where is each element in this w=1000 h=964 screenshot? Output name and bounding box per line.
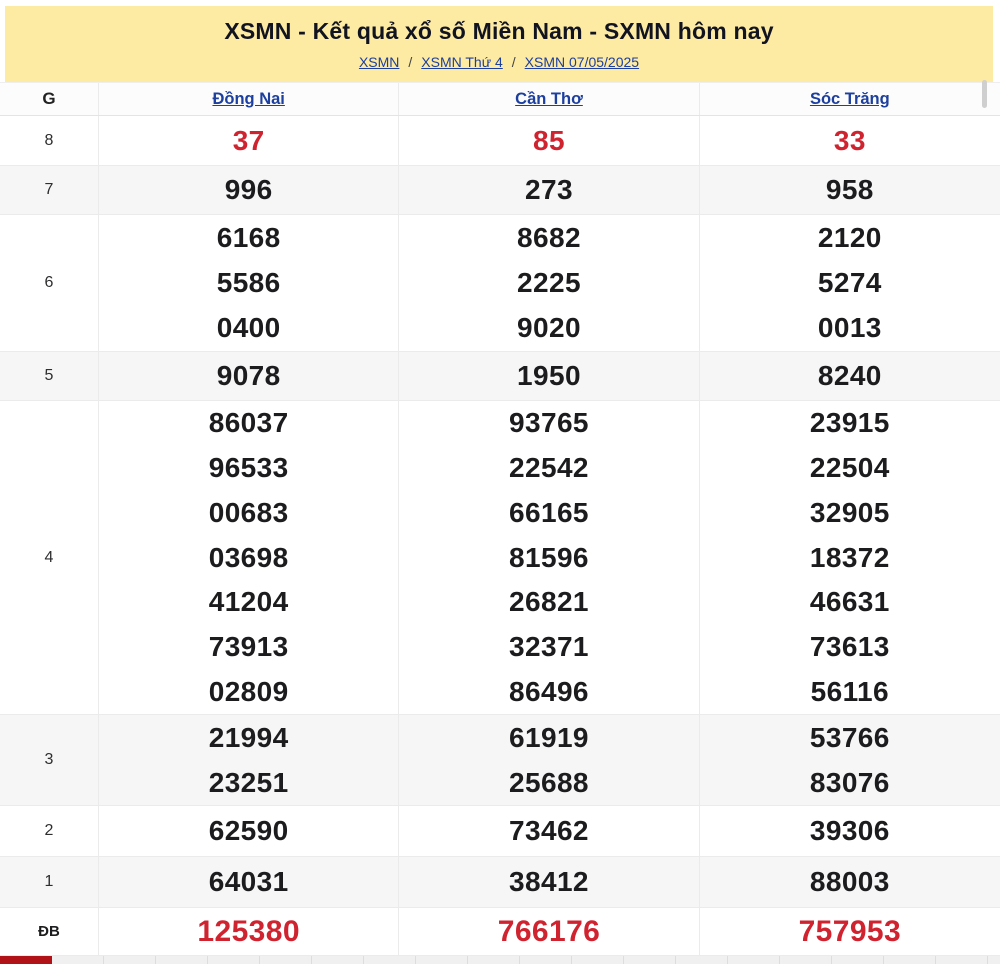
result-number: 6168 xyxy=(216,221,281,253)
result-number: 38412 xyxy=(509,866,589,897)
lottery-results-table xyxy=(0,82,1000,956)
prize-label: 3 xyxy=(0,715,99,805)
result-number: 273 xyxy=(525,174,573,205)
result-number: 00683 xyxy=(208,496,289,528)
result-number: 41204 xyxy=(208,586,289,618)
result-cell xyxy=(99,908,399,955)
prize-row-7 xyxy=(0,166,1000,215)
result-number: 5274 xyxy=(817,266,882,298)
prize-label: 1 xyxy=(0,857,99,907)
result-cell xyxy=(700,116,1000,165)
result-number: 86496 xyxy=(509,675,589,707)
result-number: 5586 xyxy=(216,266,281,298)
prize-row-6 xyxy=(0,215,1000,352)
breadcrumb-separator: / xyxy=(511,54,516,70)
prize-row-4 xyxy=(0,401,1000,715)
result-number: 64031 xyxy=(208,866,289,897)
result-number: 22504 xyxy=(809,452,890,484)
prize-row-5 xyxy=(0,352,1000,401)
breadcrumb xyxy=(5,54,993,70)
result-number: 83076 xyxy=(809,766,890,798)
result-number: 0400 xyxy=(216,312,281,344)
result-number: 958 xyxy=(825,174,874,205)
result-cell xyxy=(700,908,1000,955)
result-number: 757953 xyxy=(798,914,902,948)
result-number: 86037 xyxy=(208,407,289,439)
prize-row-2 xyxy=(0,806,1000,857)
result-number: 33 xyxy=(833,124,866,156)
result-cell xyxy=(700,166,1000,214)
result-cell xyxy=(99,715,399,805)
result-number: 2120 xyxy=(817,221,882,253)
result-number: 46631 xyxy=(809,586,890,618)
prize-label: 5 xyxy=(0,352,99,400)
results-body xyxy=(0,116,1000,956)
result-number: 26821 xyxy=(509,586,589,618)
result-cell xyxy=(700,857,1000,907)
province-link-can-tho[interactable]: Cần Thơ xyxy=(515,89,583,108)
result-number: 66165 xyxy=(509,496,589,528)
prize-label: 6 xyxy=(0,215,99,351)
active-tab-indicator[interactable] xyxy=(0,956,52,964)
result-cell xyxy=(99,352,399,400)
prize-label: 2 xyxy=(0,806,99,856)
province-header-can-tho xyxy=(399,83,699,115)
result-number: 125380 xyxy=(197,914,300,948)
result-number: 73913 xyxy=(208,630,289,662)
result-cell xyxy=(399,215,699,351)
province-header-soc-trang xyxy=(700,83,1000,115)
breadcrumb-link-xsmn-thu4[interactable]: XSMN Thứ 4 xyxy=(421,54,503,70)
result-number: 9020 xyxy=(517,312,581,344)
result-cell xyxy=(99,806,399,856)
result-cell xyxy=(399,166,699,214)
result-number: 0013 xyxy=(817,312,882,344)
result-number: 96533 xyxy=(208,452,289,484)
result-number: 1950 xyxy=(517,360,581,391)
result-number: 73462 xyxy=(509,815,589,846)
result-cell xyxy=(399,715,699,805)
province-link-dong-nai[interactable]: Đồng Nai xyxy=(212,89,285,108)
result-number: 61919 xyxy=(509,721,589,753)
breadcrumb-link-xsmn[interactable]: XSMN xyxy=(358,54,400,70)
result-number: 23915 xyxy=(809,407,890,439)
prize-row-1 xyxy=(0,857,1000,908)
prize-row-3 xyxy=(0,715,1000,806)
province-header-dong-nai xyxy=(99,83,399,115)
result-number: 81596 xyxy=(509,541,589,573)
result-cell xyxy=(700,215,1000,351)
result-cell xyxy=(399,908,699,955)
result-cell xyxy=(99,166,399,214)
result-number: 18372 xyxy=(809,541,890,573)
prize-label: 8 xyxy=(0,116,99,165)
result-number: 02809 xyxy=(208,675,289,707)
page-banner xyxy=(5,6,993,82)
result-cell xyxy=(700,352,1000,400)
result-cell xyxy=(700,806,1000,856)
breadcrumb-link-xsmn-date[interactable]: XSMN 07/05/2025 xyxy=(524,54,640,70)
result-number: 39306 xyxy=(809,815,890,846)
result-number: 996 xyxy=(224,174,273,205)
result-cell xyxy=(399,401,699,714)
result-number: 03698 xyxy=(208,541,289,573)
result-number: 2225 xyxy=(517,266,581,298)
result-number: 25688 xyxy=(509,766,589,798)
result-number: 32371 xyxy=(509,630,589,662)
prize-label: 7 xyxy=(0,166,99,214)
result-number: 8682 xyxy=(517,221,581,253)
result-number: 53766 xyxy=(809,721,890,753)
bottom-tab-strip[interactable] xyxy=(0,956,1000,964)
result-number: 8240 xyxy=(817,360,882,391)
result-number: 9078 xyxy=(216,360,281,391)
prize-row-ĐB xyxy=(0,908,1000,956)
result-number: 85 xyxy=(533,124,565,156)
result-number: 766176 xyxy=(497,914,601,948)
tab-strip-cells[interactable] xyxy=(52,956,1000,964)
result-number: 93765 xyxy=(509,407,589,439)
table-header-row xyxy=(0,82,1000,116)
result-number: 22542 xyxy=(509,452,589,484)
result-number: 88003 xyxy=(809,866,890,897)
result-cell xyxy=(99,401,399,714)
breadcrumb-separator: / xyxy=(408,54,413,70)
province-link-soc-trang[interactable]: Sóc Trăng xyxy=(809,89,890,108)
result-cell xyxy=(99,857,399,907)
scrollbar-thumb[interactable] xyxy=(982,80,987,108)
prize-label: ĐB xyxy=(0,908,99,955)
result-cell xyxy=(399,857,699,907)
result-number: 37 xyxy=(232,124,265,156)
result-number: 21994 xyxy=(208,721,289,753)
result-cell xyxy=(99,116,399,165)
result-number: 23251 xyxy=(208,766,289,798)
result-cell xyxy=(99,215,399,351)
page-title: XSMN - Kết quả xổ số Miền Nam - SXMN hôm nay xyxy=(224,18,774,44)
result-cell xyxy=(399,806,699,856)
result-cell xyxy=(700,715,1000,805)
result-number: 62590 xyxy=(208,815,289,846)
prize-label: 4 xyxy=(0,401,99,714)
result-cell xyxy=(700,401,1000,714)
result-number: 56116 xyxy=(810,675,889,707)
prize-column-header: G xyxy=(0,83,99,115)
prize-row-8 xyxy=(0,116,1000,166)
result-number: 32905 xyxy=(809,496,890,528)
result-cell xyxy=(399,352,699,400)
result-cell xyxy=(399,116,699,165)
result-number: 73613 xyxy=(809,630,890,662)
